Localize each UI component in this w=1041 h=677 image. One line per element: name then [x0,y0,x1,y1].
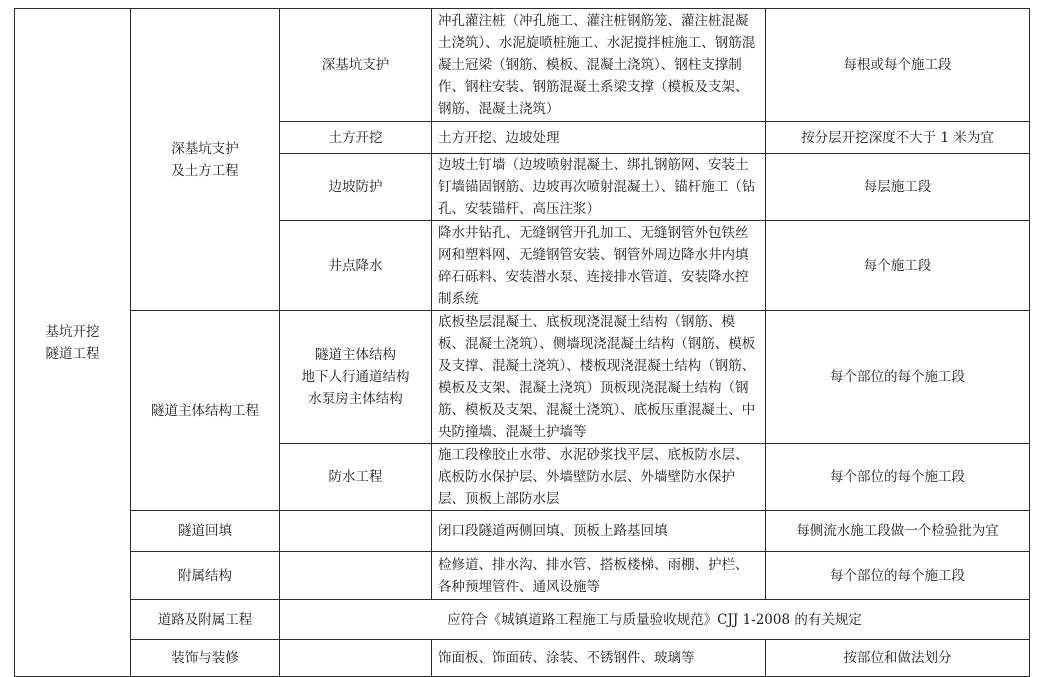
division-basin-tunnel: 基坑开挖 隧道工程 [15,9,131,677]
content-ancillary: 检修道、排水沟、排水管、搭板楼梯、雨棚、护栏、各种预埋管件、通风设施等 [432,552,766,600]
content-tunnel-backfill: 闭口段隧道两侧回填、顶板上路基回填 [432,511,766,552]
subdivision-ancillary: 附属结构 [131,552,280,600]
subdivision-road: 道路及附属工程 [131,600,280,640]
content-well-dewatering: 降水井钻孔、无缝钢管开孔加工、无缝钢管外包铁丝网和塑料网、无缝钢管安装、钢管外周边降水井内填碎石砾料、安装潜水泵、连接排水管道、安装降水控制系统 [432,221,766,311]
batch-earthwork: 按分层开挖深度不大于 1 米为宜 [766,122,1030,154]
item-tunnel-backfill-empty [280,511,432,552]
subdivision-decoration: 装饰与装修 [131,640,280,677]
table-row [15,552,1030,600]
item-waterproofing: 防水工程 [280,444,432,511]
batch-decoration: 按部位和做法划分 [766,640,1030,677]
batch-tunnel-backfill: 每侧流水施工段做一个检验批为宜 [766,511,1030,552]
batch-ancillary: 每个部位的每个施工段 [766,552,1030,600]
item-slope-protection: 边坡防护 [280,154,432,221]
batch-tunnel-structure: 每个部位的每个施工段 [766,311,1030,444]
content-waterproofing: 施工段橡胶止水带、水泥砂浆找平层、底板防水层、底板防水保护层、外墙壁防水层、外墙壁防水保护层、顶板上部防水层 [432,444,766,511]
item-ancillary-empty [280,552,432,600]
item-tunnel-structure: 隧道主体结构 地下人行通道结构 水泵房主体结构 [280,311,432,444]
content-decoration: 饰面板、饰面砖、涂装、不锈钢件、玻璃等 [432,640,766,677]
table-row [15,640,1030,677]
batch-slope-protection: 每层施工段 [766,154,1030,221]
item-earthwork: 土方开挖 [280,122,432,154]
item-deep-pit-support: 深基坑支护 [280,9,432,122]
table-row [15,511,1030,552]
content-deep-pit-support: 冲孔灌注桩（冲孔施工、灌注桩钢筋笼、灌注桩混凝土浇筑）、水泥旋喷桩施工、水泥搅拌桩施工、钢筋混凝土冠梁（钢筋、模板、混凝土浇筑）、钢柱支撑制作、钢柱安装、钢筋混凝土系梁支撑（模板及支架、钢筋、混凝土浇筑） [432,9,766,122]
content-earthwork: 土方开挖、边坡处理 [432,122,766,154]
content-slope-protection: 边坡土钉墙（边坡喷射混凝土、绑扎钢筋网、安装土钉墙锚固钢筋、边坡再次喷射混凝土）、锚杆施工（钻孔、安装锚杆、高压注浆） [432,154,766,221]
table-row [15,9,1030,122]
batch-deep-pit-support: 每根或每个施工段 [766,9,1030,122]
construction-division-table [14,8,1030,677]
table-row [15,600,1030,640]
subdivision-tunnel-main-structure: 隧道主体结构工程 [131,311,280,511]
item-well-dewatering: 井点降水 [280,221,432,311]
batch-waterproofing: 每个部位的每个施工段 [766,444,1030,511]
table-row [15,311,1030,444]
batch-well-dewatering: 每个施工段 [766,221,1030,311]
subdivision-tunnel-backfill: 隧道回填 [131,511,280,552]
content-tunnel-structure: 底板垫层混凝土、底板现浇混凝土结构（钢筋、模板、混凝土浇筑）、侧墙现浇混凝土结构（钢筋、模板及支撑、混凝土浇筑）、楼板现浇混凝土结构（钢筋、模板及支架、混凝土浇筑）顶板现浇混凝土结构（钢筋、模板及支架、混凝土浇筑）、底板压重混凝土、中央防撞墙、混凝土护墙等 [432,311,766,444]
item-decoration-empty [280,640,432,677]
subdivision-deep-pit-earthwork: 深基坑支护 及土方工程 [131,9,280,311]
road-spec-note: 应符合《城镇道路工程施工与质量验收规范》CJJ 1-2008 的有关规定 [280,600,1030,640]
